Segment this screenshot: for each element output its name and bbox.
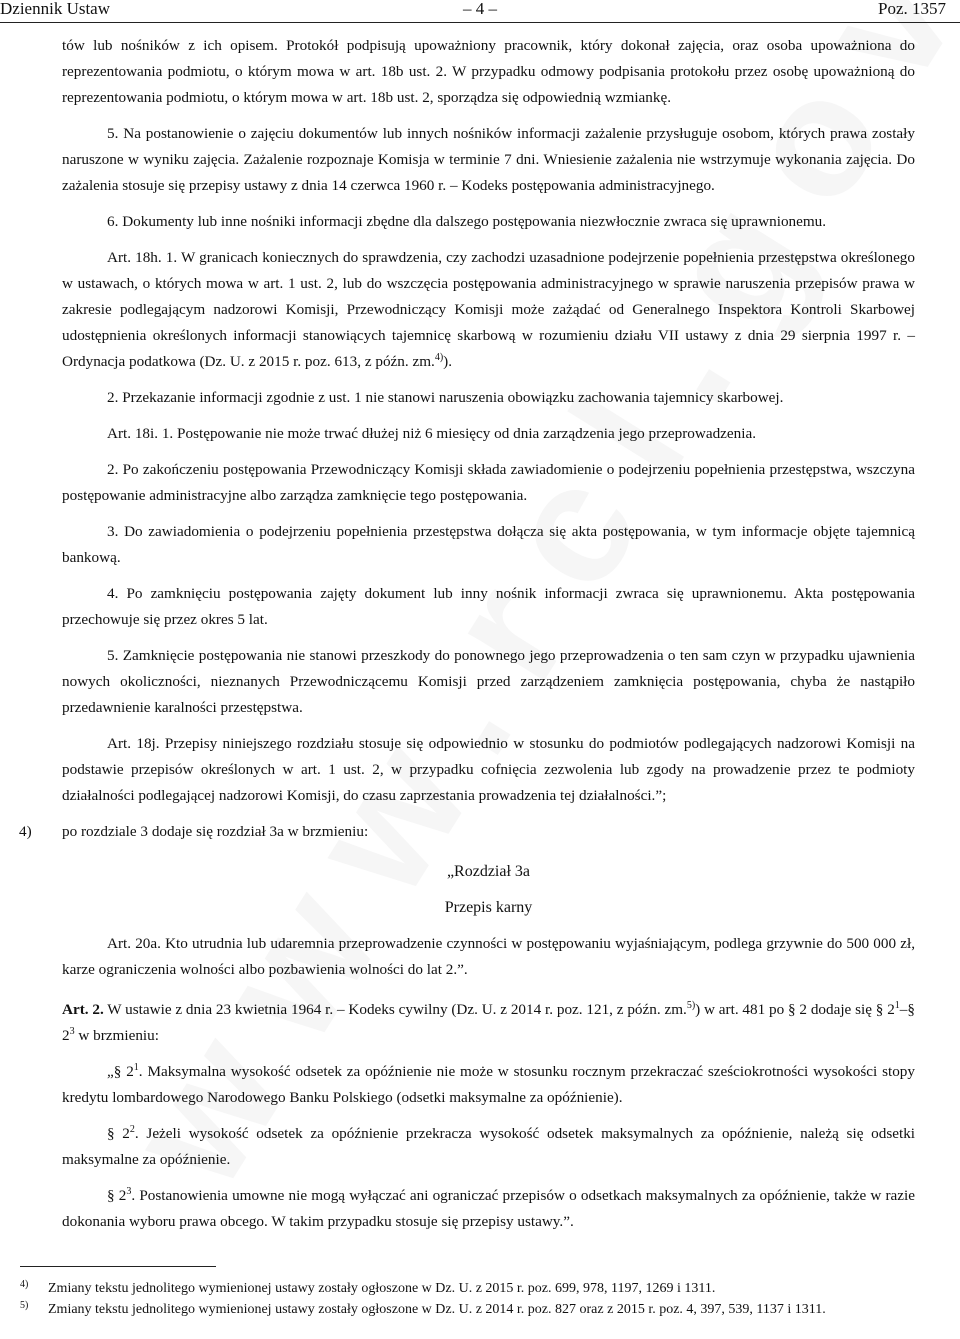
- section-2-1: [62, 1059, 915, 1111]
- chapter-subtitle: Przepis karny: [444, 899, 533, 916]
- paragraph: Art. 18i. 1. Postępowanie nie może trwać dłużej niż 6 miesięcy od dnia zarządzenia jego przeprowadzenia.: [107, 425, 757, 442]
- footnote: [20, 1301, 920, 1318]
- paragraph-art-2: [62, 997, 915, 1049]
- position-number: Poz. 1357: [878, 0, 946, 18]
- footnotes: [20, 1280, 920, 1322]
- list-item-number: 4): [19, 823, 32, 840]
- superscript: 2: [129, 1123, 135, 1135]
- footnote: [20, 1280, 920, 1297]
- paragraph-art-20a: Art. 20a. Kto utrudnia lub udaremnia przeprowadzenie czynności w postępowaniu wyjaśniającym, podlega grzywnie do 500 000 zł, karze ograniczenia wolności albo pozbawienia wolności do lat 2.”.: [62, 935, 915, 978]
- paragraph: 5. Na postanowienie o zajęciu dokumentów lub innych nośników informacji zażalenie przysługuje osobom, których prawa zostały naruszone w wyniku zajęcia. Zażalenie rozpoznaje Komisja w terminie 7 dni. Wniesienie zażalenia nie wstrzymuje wykonania zajęcia. Do zażalenia stosuje się przepisy ustawy z dnia 14 czerwca 1960 r. – Kodeks postępowania administracyjnego.: [62, 125, 915, 194]
- superscript: 1: [133, 1061, 139, 1073]
- footnote-number: 5): [20, 1300, 29, 1311]
- chapter-title: „Rozdział 3a: [446, 863, 531, 880]
- section-text: . Maksymalna wysokość odsetek za opóźnienie nie może w stosunku rocznym przekraczać sześciokrotności wysokości stopy kredytu lombardowego Narodowego Banku Polskiego (odsetki maksymalne za opóźnienie).: [62, 1063, 915, 1106]
- paragraph: 3. Do zawiadomienia o podejrzeniu popełnienia przestępstwa dołącza się akta postępowania, w tym informacje objęte tajemnicą bankową.: [62, 523, 915, 566]
- art2-text-d: w brzmieniu:: [74, 1027, 159, 1044]
- footnote-rule: [20, 1266, 216, 1267]
- paragraph-text: Art. 18h. 1. W granicach koniecznych do sprawdzenia, czy zachodzi uzasadnione podejrzenie popełnienia przestępstwa określonego w ustawach, o których mowa w art. 1 ust. 2, lub do wszczęcia postępowania administracyjnego w sprawie naruszenia przepisów prawa w zakresie podlegającym nadzorowi Komisji, Przewodniczący Komisji może zażądać od Generalnego Inspektora Kontroli Skarbowej udostępnienia określonych informacji stanowiących tajemnicę skarbową w rozumieniu działu VII ustawy z dnia 29 sierpnia 1997 r. – Ordynacja podatkowa (Dz. U. z 2015 r. poz. 613, z późn. zm.: [62, 249, 915, 370]
- paragraph: 4. Po zamknięciu postępowania zajęty dokument lub inny nośnik informacji zwraca się uprawnionemu. Akta postępowania przechowuje się przez okres 5 lat.: [62, 585, 915, 628]
- footnote-ref: 4): [434, 351, 444, 363]
- page-header: [0, 0, 960, 21]
- paragraph: 6. Dokumenty lub inne nośniki informacji zbędne dla dalszego postępowania niezwłocznie zwraca się uprawnionemu.: [107, 213, 827, 230]
- paragraph: 5. Zamknięcie postępowania nie stanowi przeszkody do ponownego jego przeprowadzenia o ten sam czyn w przypadku ujawnienia nowych okoliczności, nieznanych Przewodniczącemu Komisji przed zarządzeniem zamknięcia postępowania, chyba że nastąpiło przedawnienie karalności przestępstwa.: [62, 647, 915, 716]
- section-2-3: [62, 1183, 915, 1235]
- section-text: . Jeżeli wysokość odsetek za opóźnienie przekracza wysokość odsetek maksymalnych za opóźnienie, należą się odsetki maksymalne za opóźnienie.: [62, 1125, 916, 1168]
- footnote-ref: 5): [686, 999, 696, 1011]
- footnote-number: 4): [20, 1279, 29, 1290]
- superscript: 3: [69, 1025, 75, 1037]
- footnote-text: Zmiany tekstu jednolitego wymienionej ustawy zostały ogłoszone w Dz. U. z 2014 r. poz. 827 oraz z 2015 r. poz. 4, 397, 539, 1137 i 1311.: [48, 1302, 826, 1317]
- page-number: – 4 –: [463, 0, 497, 18]
- header-rule: [0, 22, 960, 23]
- section-2-2: [62, 1121, 915, 1173]
- paragraph-text-end: ).: [443, 353, 453, 370]
- list-item: [19, 819, 915, 845]
- article-label: Art. 2.: [62, 1001, 104, 1018]
- section-lead: „§ 2: [107, 1063, 134, 1080]
- document-body: [19, 33, 916, 1245]
- art2-text-b: ) w art. 481 po § 2 dodaje się § 2: [695, 1001, 895, 1018]
- footnote-text: Zmiany tekstu jednolitego wymienionej ustawy zostały ogłoszone w Dz. U. z 2015 r. poz. 699, 978, 1197, 1269 i 1311.: [48, 1281, 716, 1296]
- paragraph: 2. Po zakończeniu postępowania Przewodniczący Komisji składa zawiadomienie o podejrzeniu popełnienia przestępstwa, wszczyna postępowanie administracyjne albo zarządza zamknięcie tego postępowania.: [62, 461, 915, 504]
- paragraph-art-18h: [62, 245, 915, 375]
- journal-name: Dziennik Ustaw: [0, 0, 111, 18]
- list-item-text: po rozdziale 3 dodaje się rozdział 3a w brzmieniu:: [62, 823, 369, 840]
- art2-text-c: –§ 2: [62, 1001, 915, 1044]
- section-text: . Postanowienia umowne nie mogą wyłączać ani ograniczać przepisów o odsetkach maksymalnych za opóźnienie, także w razie dokonania wyboru prawa obcego. W takim przypadku stosuje się przepisy ustawy.”.: [62, 1187, 915, 1230]
- paragraph: 2. Przekazanie informacji zgodnie z ust. 1 nie stanowi naruszenia obowiązku zachowania tajemnicy skarbowej.: [107, 389, 784, 406]
- section-lead: § 2: [107, 1125, 130, 1142]
- paragraph: Art. 18j. Przepisy niniejszego rozdziału stosuje się odpowiednio w stosunku do podmiotów podlegających nadzorowi Komisji na podstawie przepisów określonych w art. 1 ust. 2, w przypadku cofnięcia zezwolenia lub zgody na prowadzenie przez te podmioty działalności podlegającej nadzorowi Komisji, do czasu zaprzestania prowadzenia tej działalności.”;: [62, 735, 915, 804]
- superscript: 3: [126, 1185, 132, 1197]
- section-lead: § 2: [107, 1187, 127, 1204]
- art2-text-a: W ustawie z dnia 23 kwietnia 1964 r. – Kodeks cywilny (Dz. U. z 2014 r. poz. 121, z późn. zm.: [103, 1001, 687, 1018]
- superscript: 1: [894, 999, 900, 1011]
- paragraph: tów lub nośników z ich opisem. Protokół podpisują upoważniony pracownik, który dokonał zajęcia, oraz osoba upoważniona do reprezentowania podmiotu, o którym mowa w art. 18b ust. 2. W przypadku odmowy podpisania protokołu przez osobę upoważnioną do reprezentowania podmiotu, o którym mowa w art. 18b ust. 2, sporządza się odpowiednią wzmiankę.: [62, 37, 915, 106]
